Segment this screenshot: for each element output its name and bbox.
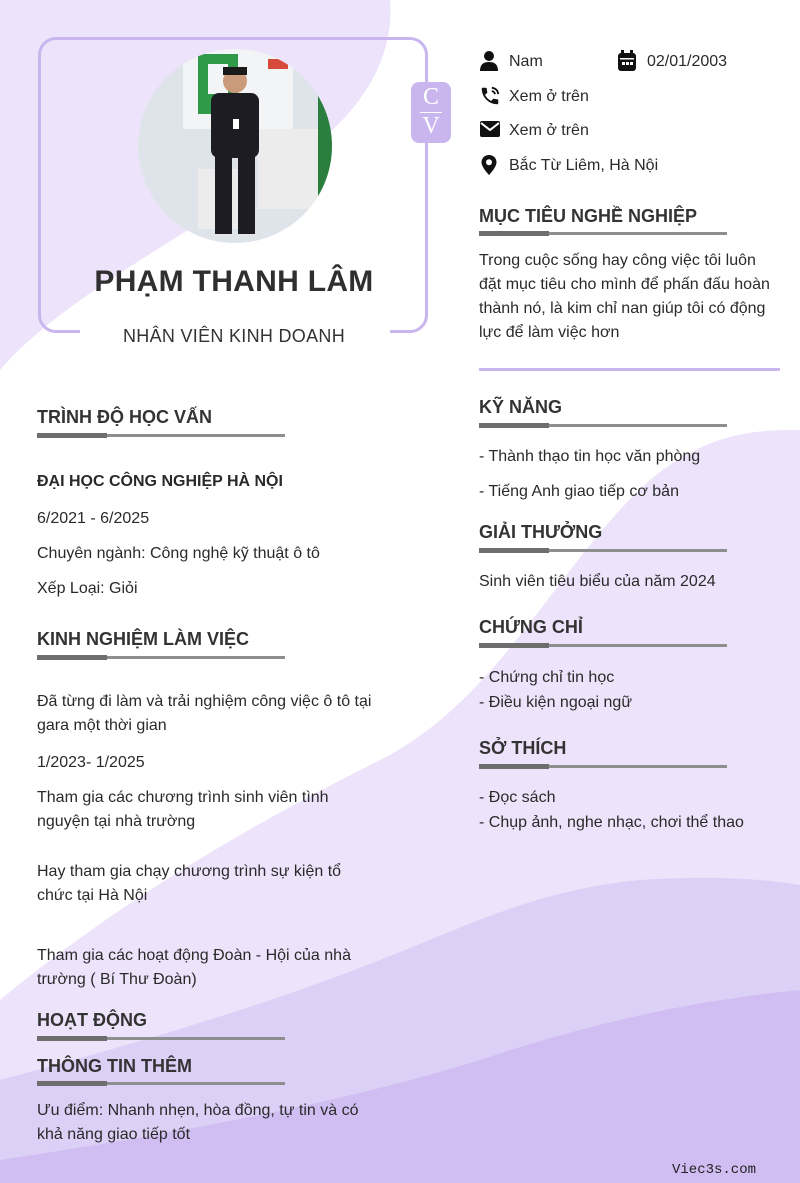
experience-heading: KINH NGHIỆM LÀM VIỆC [37,629,250,649]
cv-badge-c: C [422,84,439,110]
candidate-name: PHẠM THANH LÂM [94,265,374,298]
certificates-item: - Chứng chỉ tin học [479,669,615,686]
awards-item: Sinh viên tiêu biểu của năm 2024 [479,573,716,590]
hobbies-heading: SỞ THÍCH [479,738,567,758]
activities-rule [37,1037,285,1040]
education-major: Chuyên ngành: Công nghệ kỹ thuật ô tô [37,545,320,562]
education-period: 6/2021 - 6/2025 [37,510,150,527]
education-school: ĐẠI HỌC CÔNG NGHIỆP HÀ NỘI [37,473,283,490]
experience-item: Tham gia các chương trình sinh viên tình nguyện tại nhà trường [37,789,329,830]
education-grade: Xếp Loại: Giỏi [37,580,138,597]
skills-heading: KỸ NĂNG [479,397,563,417]
experience-item: 1/2023- 1/2025 [37,754,145,771]
address-value: Bắc Từ Liêm, Hà Nội [509,157,659,174]
experience-rule [37,656,285,659]
profile-photo [138,49,332,243]
location-pin-icon [479,154,499,176]
education-heading: TRÌNH ĐỘ HỌC VẤN [37,407,212,427]
phone-icon [479,85,501,107]
skills-rule [479,424,727,427]
mail-icon [479,119,501,139]
hobbies-rule [479,765,727,768]
cv-badge [411,82,451,143]
experience-item: Hay tham gia chạy chương trình sự kiện tổ chức tại Hà Nội [37,863,342,904]
experience-item: Đã từng đi làm và trải nghiệm công việc ô tô tại gara một thời gian [37,693,372,734]
gender-value: Nam [509,53,543,70]
birthday-value: 02/01/2003 [647,53,728,70]
awards-rule [479,549,727,552]
skills-item: - Tiếng Anh giao tiếp cơ bản [479,483,679,500]
additional-heading: THÔNG TIN THÊM [37,1056,192,1076]
activities-heading: HOẠT ĐỘNG [37,1010,147,1030]
objective-text: Trong cuộc sống hay công việc tôi luôn đặt mục tiêu cho mình để phấn đấu hoàn thành nó, là kim chỉ nan giúp tôi có động lực để làm việc hơn [479,252,770,341]
objective-heading: MỤC TIÊU NGHỀ NGHIỆP [479,206,698,226]
hobbies-item: - Chụp ảnh, nghe nhạc, chơi thể thao [479,814,744,831]
education-rule [37,434,285,437]
certificates-rule [479,644,727,647]
person-icon [479,50,499,72]
objective-rule [479,232,727,235]
calendar-icon [617,50,637,72]
additional-text: Ưu điểm: Nhanh nhẹn, hòa đồng, tự tin và có khả năng giao tiếp tốt [37,1102,359,1143]
skills-item: - Thành thạo tin học văn phòng [479,448,701,465]
hobbies-item: - Đọc sách [479,789,556,806]
watermark: Viec3s.com [672,1162,757,1178]
cv-badge-v: V [422,113,440,139]
section-divider [479,368,780,371]
email-value: Xem ở trên [509,122,589,139]
experience-item: Tham gia các hoạt động Đoàn - Hội của nhà trường ( Bí Thư Đoàn) [37,947,351,988]
certificates-item: - Điều kiện ngoại ngữ [479,694,633,711]
additional-rule [37,1082,285,1085]
awards-heading: GIẢI THƯỞNG [479,522,603,542]
job-title: NHÂN VIÊN KINH DOANH [122,326,346,346]
phone-value: Xem ở trên [509,88,589,105]
certificates-heading: CHỨNG CHỈ [479,617,583,637]
